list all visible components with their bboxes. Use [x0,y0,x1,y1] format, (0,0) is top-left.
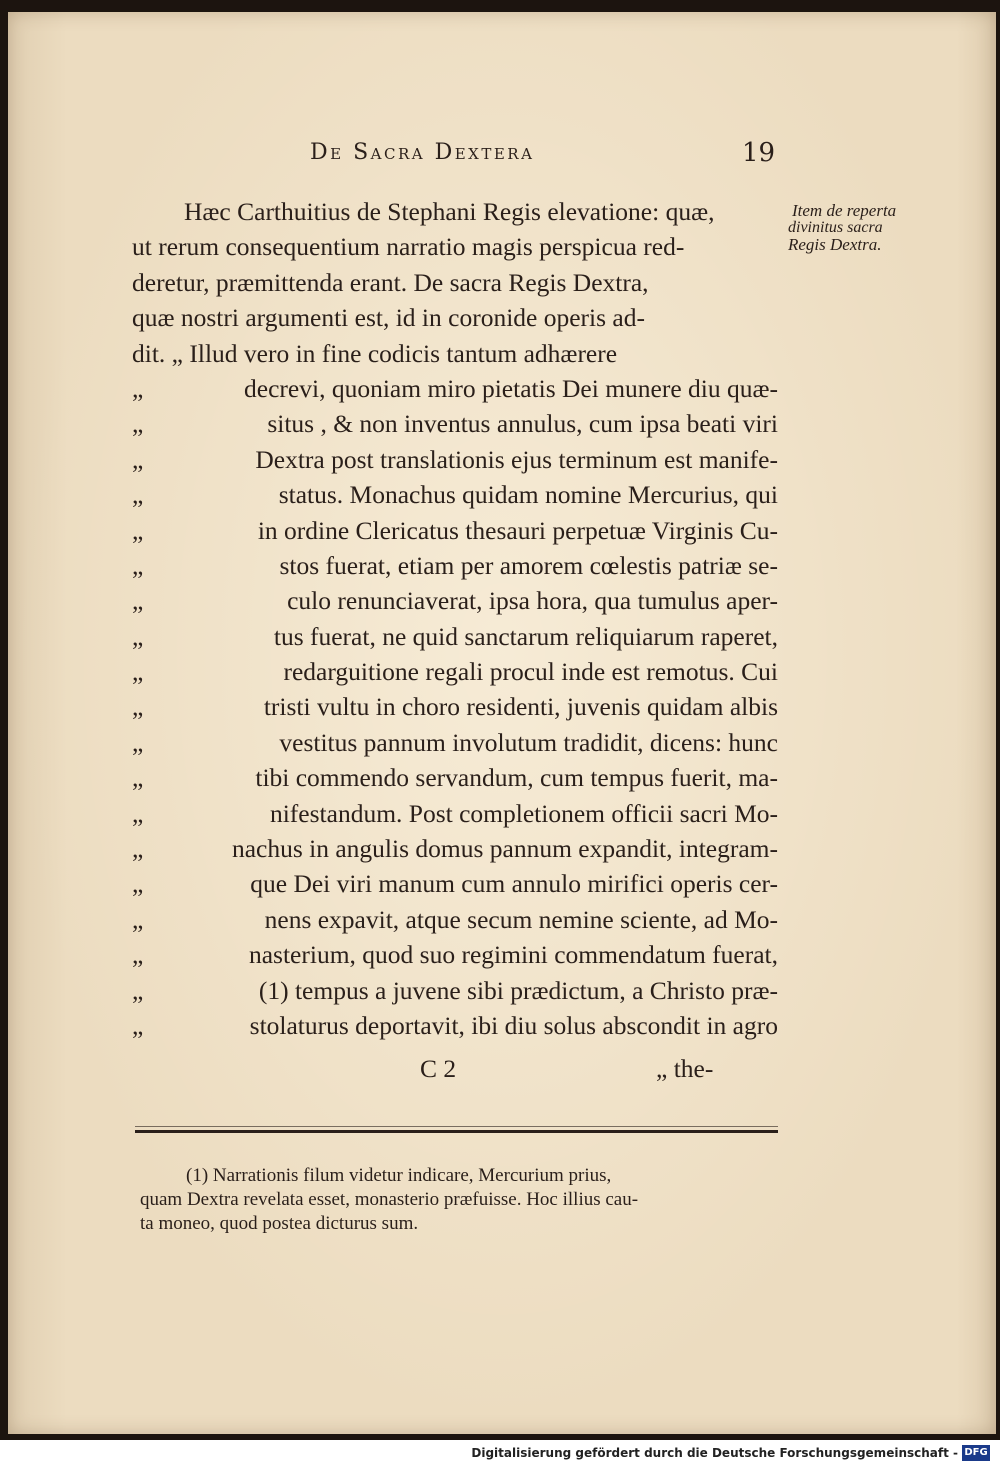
footnote-line: (1) Narrationis filum videtur indicare, Mercurium prius, [186,1165,612,1186]
quote-mark: „ [132,444,144,474]
marginal-note [788,200,988,256]
quote-mark: „ [132,940,144,970]
quote-mark: „ [132,515,144,545]
footnotes [140,1164,780,1236]
marginal-note-line: divinitus sacra [788,219,883,236]
text-line-content: redarguitione regali procul inde est remotus. Cui [283,657,778,687]
text-line [132,760,778,795]
text-line [132,371,778,406]
running-head [0,138,1000,172]
footnote-rule-thin [135,1126,778,1127]
text-line [132,902,778,937]
running-title: De Sacra Dextera [310,140,535,165]
text-line [132,796,778,831]
quote-mark: „ [132,586,144,616]
text-line [132,689,778,724]
text-line-content: Dextra post translationis ejus terminum est manife- [255,444,778,474]
quote-mark: „ [132,834,144,864]
text-line-content: nifestandum. Post completionem officii sacri Mo- [269,798,778,828]
text-line-content: (1) tempus a juvene sibi prædictum, a Christo præ- [258,975,778,1005]
footnote-line: quam Dextra revelata esset, monasterio præfuisse. Hoc illius cau- [140,1189,639,1210]
quote-mark: „ [132,763,144,793]
quote-mark: „ [132,692,144,722]
text-line-content: que Dei viri manum cum annulo mirifici operis cer- [250,869,778,899]
text-line [132,513,778,548]
text-line [132,477,778,512]
dfg-logo-icon: DFG [962,1445,990,1461]
text-line-content: culo renunciaverat, ipsa hora, qua tumulus aper- [287,586,778,616]
marginal-note-line: Item de reperta [792,201,897,220]
marginal-note-line: Regis Dextra. [788,235,882,254]
text-line [132,548,778,583]
quote-mark: „ [132,657,144,687]
text-line: Hæc Carthuitius de Stephani Regis elevatione: quæ, [184,197,715,226]
text-line-content: nachus in angulis domus pannum expandit, integram- [231,834,778,864]
text-line: dit. „ Illud vero in fine codicis tantum adhærere [132,338,618,368]
credit-text: Digitalisierung gefördert durch die Deutsche Forschungsgemeinschaft - [471,1446,958,1460]
text-line-content: status. Monachus quidam nomine Mercurius, qui [278,480,778,510]
text-line: ut rerum consequentium narratio magis perspicua red- [132,232,685,262]
quote-mark: „ [132,550,144,580]
footnote-rule [135,1130,778,1133]
text-line-content: tibi commendo servandum, cum tempus fuerit, ma- [255,763,778,793]
page-number: 19 [742,138,776,168]
text-line-content: situs , & non inventus annulus, cum ipsa beati viri [267,409,778,439]
text-line-content: decrevi, quoniam miro pietatis Dei munere diu quæ- [244,373,778,403]
text-line-content: in ordine Clericatus thesauri perpetuæ Virginis Cu- [257,515,778,545]
catchline [0,1054,1000,1088]
text-line [132,937,778,972]
quote-mark: „ [132,975,144,1005]
text-line-content: stos fuerat, etiam per amorem cœlestis patriæ se- [279,550,778,580]
signature-mark: C 2 [420,1054,457,1083]
text-line [132,831,778,866]
quote-mark: „ [132,869,144,899]
text-line-content: tus fuerat, ne quid sanctarum reliquiarum raperet, [273,621,778,651]
text-line-content: nens expavit, atque secum nemine sciente, ad Mo- [264,904,778,934]
text-line-content: nasterium, quod suo regimini commendatum fuerat, [248,940,778,970]
text-line [132,583,778,618]
text-line: quæ nostri argumenti est, id in coronide operis ad- [132,303,645,333]
text-line-content: stolaturus deportavit, ibi diu solus abscondit in agro [249,1010,778,1040]
footnote-line: ta moneo, quod postea dicturus sum. [140,1213,419,1234]
text-line [132,725,778,760]
text-line [132,442,778,477]
text-line [132,1008,778,1043]
quote-mark: „ [132,373,144,403]
body-text [132,194,778,1043]
quote-mark: „ [132,727,144,757]
quote-mark: „ [132,480,144,510]
text-line [132,406,778,441]
text-line [132,973,778,1008]
text-line: deretur, præmittenda erant. De sacra Regis Dextra, [132,267,649,297]
catchword: „ the- [656,1054,714,1083]
text-line [132,619,778,654]
text-line [132,654,778,689]
quote-mark: „ [132,798,144,828]
text-line [132,866,778,901]
text-line-content: tristi vultu in choro residenti, juvenis quidam albis [263,692,778,722]
quote-mark: „ [132,621,144,651]
quote-mark: „ [132,409,144,439]
credit-bar [0,1440,1000,1466]
text-line-content: vestitus pannum involutum tradidit, dicens: hunc [279,727,778,757]
quote-mark: „ [132,904,144,934]
quote-mark: „ [132,1010,144,1040]
